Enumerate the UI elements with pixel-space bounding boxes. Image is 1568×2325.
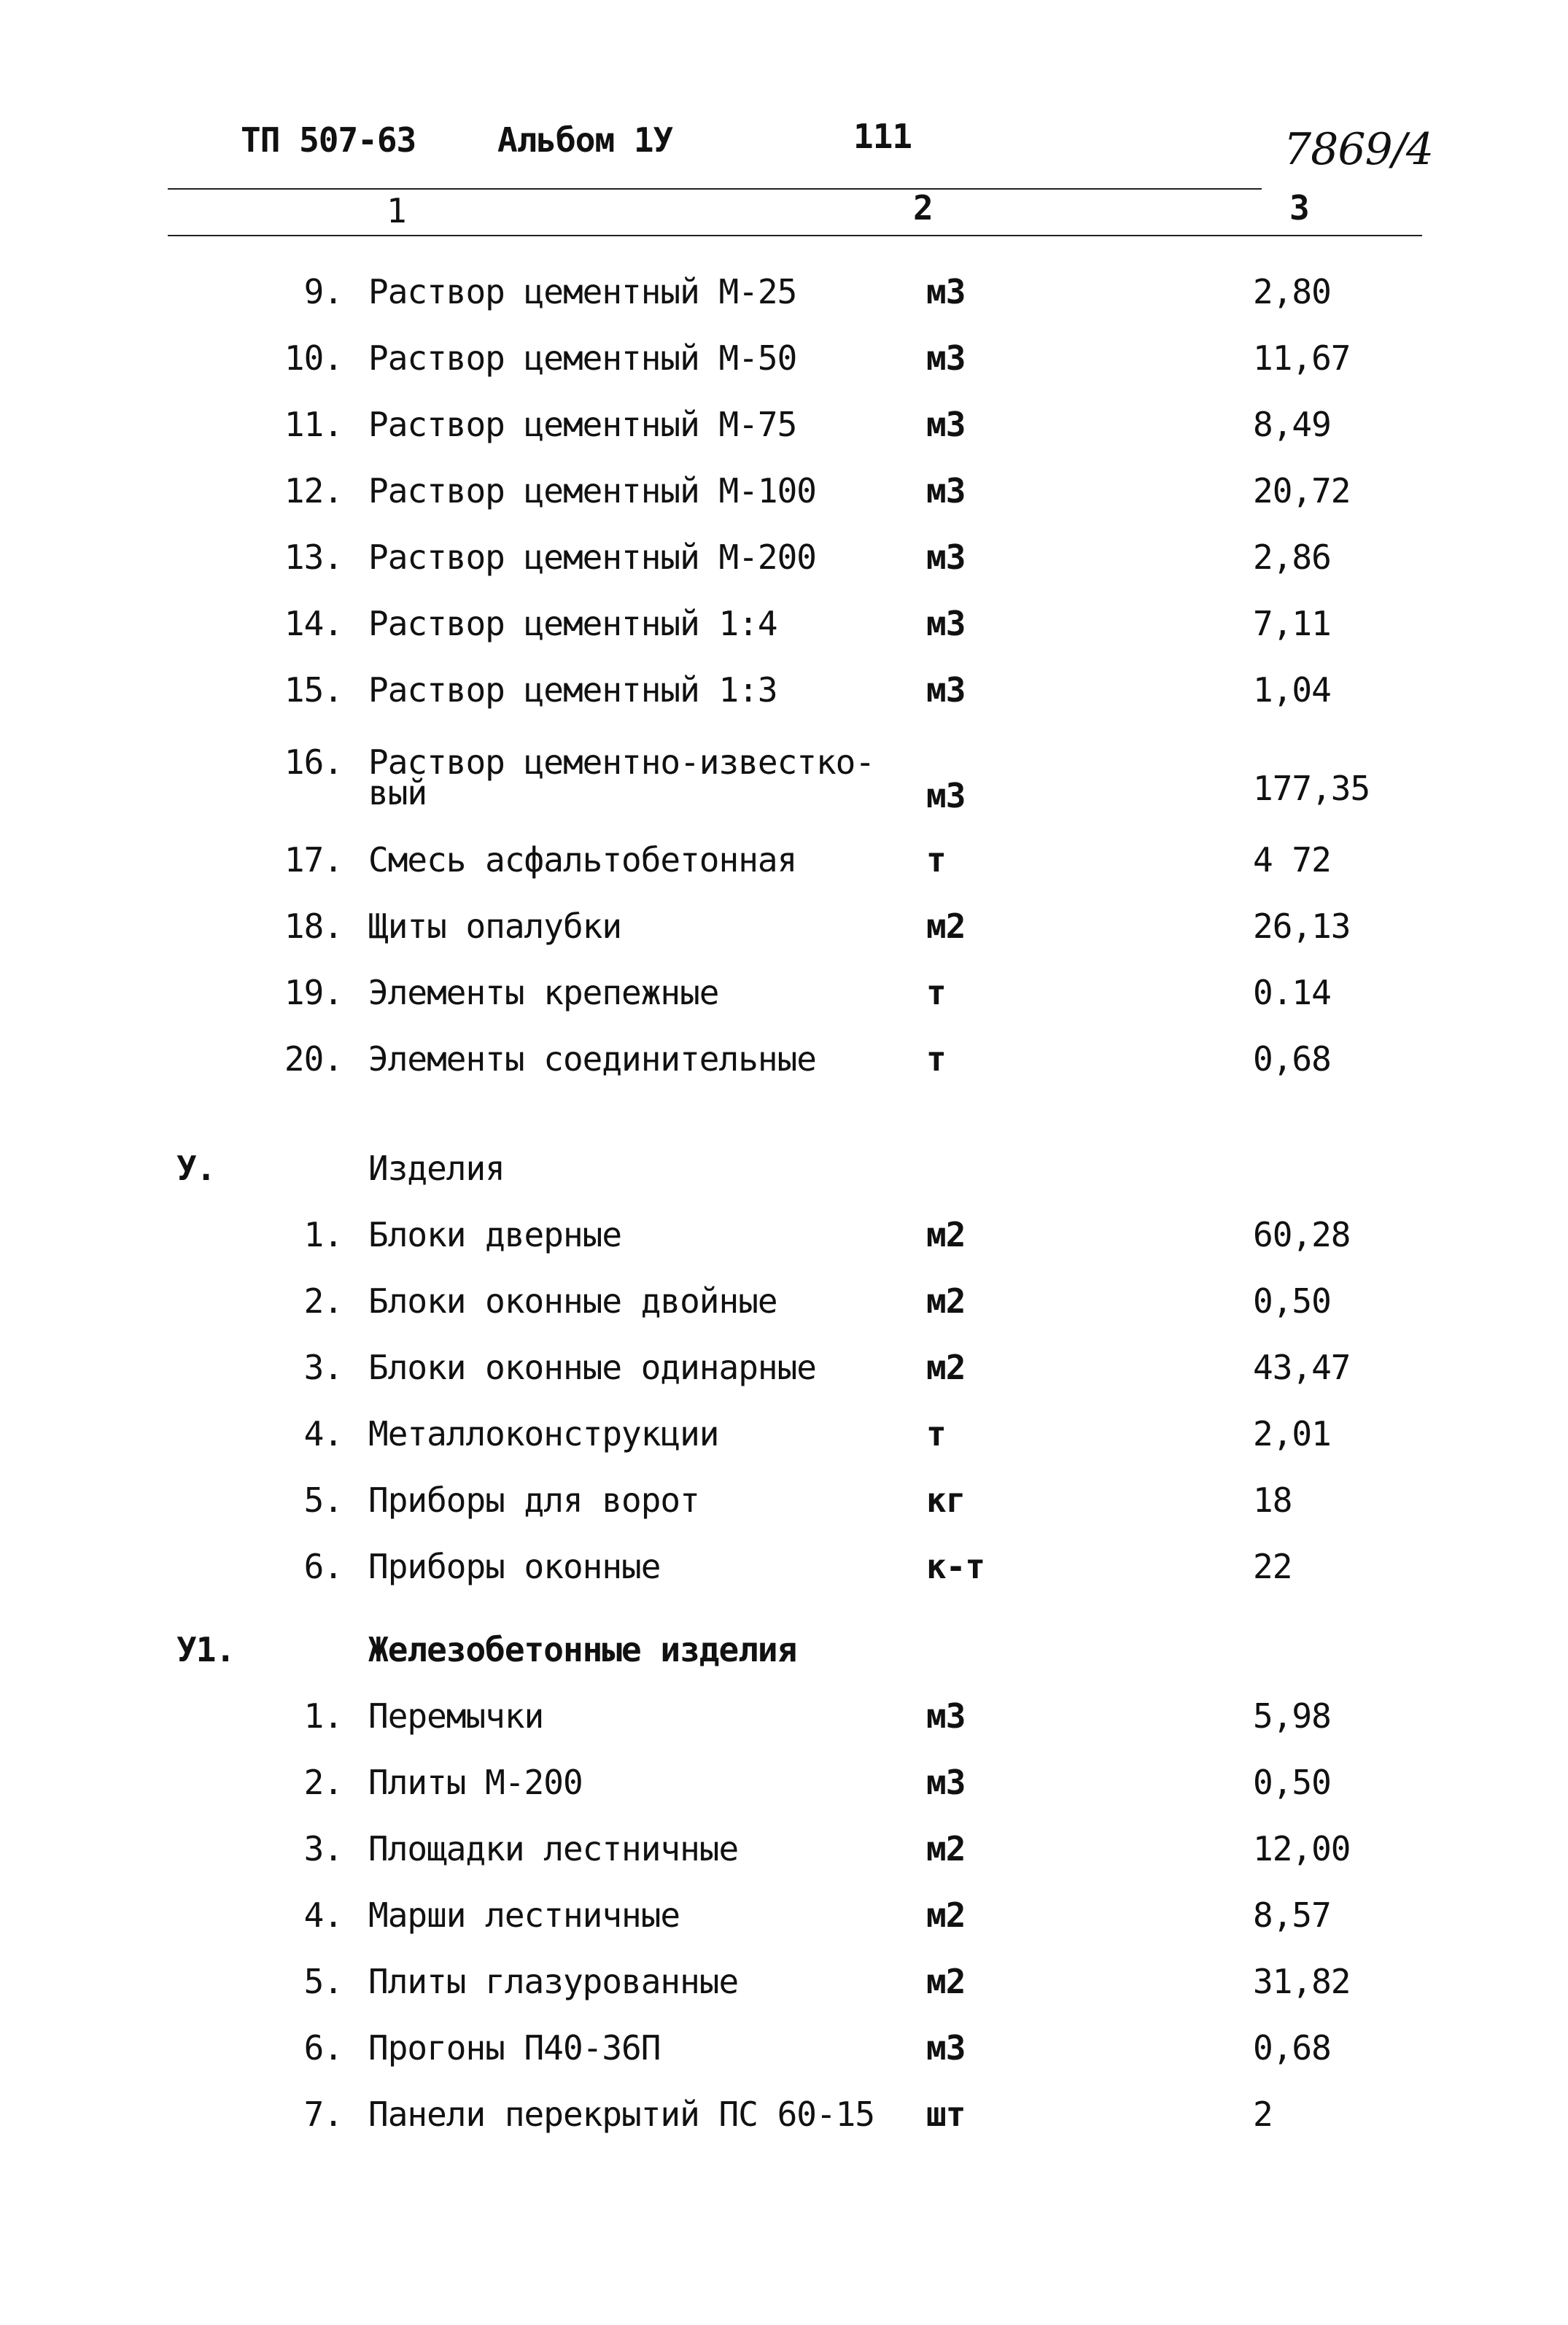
row-number: 20. [284,1039,343,1079]
header-bottom-rule [168,235,1422,236]
row-unit: кг [926,1480,966,1520]
row-number: 6. [303,1547,343,1586]
column-header-3: 3 [1289,188,1309,228]
row-unit: м2 [926,1962,966,2001]
row-unit: м3 [926,2028,966,2068]
table-row [0,1039,1568,1083]
row-value: 7,11 [1253,604,1331,643]
album-label: Альбом 1У [497,120,673,160]
row-name: Плиты глазурованные [368,1962,739,2001]
row-name: Плиты М-200 [368,1763,583,1802]
table-row [0,1696,1568,1740]
row-value: 8,49 [1253,405,1331,444]
row-number: 4. [303,1414,343,1453]
table-row [0,2095,1568,2138]
row-unit: м3 [926,405,966,444]
row-value: 2,80 [1253,272,1331,311]
row-unit: м2 [926,907,966,946]
row-unit: м2 [926,1895,966,1935]
row-name: Перемычки [368,1696,544,1736]
row-value: 12,00 [1253,1829,1351,1868]
row-number: 10. [284,338,343,378]
row-name: Раствор цементный М-200 [368,537,816,577]
row-name: Марши лестничные [368,1895,680,1935]
row-value: 5,98 [1253,1696,1331,1736]
row-value: 1,04 [1253,670,1331,710]
handwritten-doc-id: 7869/4 [1284,124,1434,175]
doc-code: ТП 507-63 [241,120,416,160]
row-value: 20,72 [1253,471,1351,511]
table-row [0,1281,1568,1325]
row-number: 15. [284,670,343,710]
row-number: 1. [303,1215,343,1254]
row-name: Раствор цементный М-100 [368,471,816,511]
table-row [0,2028,1568,2072]
row-name: Металлоконструкции [368,1414,719,1453]
row-value: 4 72 [1253,840,1331,880]
row-unit: шт [926,2095,966,2134]
table-row [0,840,1568,884]
table-row [0,1414,1568,1458]
section-header [0,1149,1568,1192]
table-row [0,604,1568,648]
row-unit: м3 [926,338,966,378]
row-unit: м3 [926,272,966,311]
table-row [0,1348,1568,1391]
row-name: Раствор цементный М-50 [368,338,797,378]
row-value: 8,57 [1253,1895,1331,1935]
table-row [0,1829,1568,1873]
row-number: 3. [303,1829,343,1868]
row-value: 43,47 [1253,1348,1351,1387]
table-row [0,742,1568,830]
row-value: 18 [1253,1480,1292,1520]
row-number: 16. [284,742,343,782]
row-number: 17. [284,840,343,880]
section-header [0,1630,1568,1674]
row-number: 2. [303,1763,343,1802]
row-value: 60,28 [1253,1215,1351,1254]
row-value: 0,68 [1253,2028,1331,2068]
row-number: 5. [303,1480,343,1520]
row-number: 14. [284,604,343,643]
row-value: 22 [1253,1547,1292,1586]
row-unit: м2 [926,1348,966,1387]
row-number: 7. [303,2095,343,2134]
row-value: 2,01 [1253,1414,1331,1453]
row-number: 12. [284,471,343,511]
row-value: 0,68 [1253,1039,1331,1079]
row-name: Приборы оконные [368,1547,661,1586]
row-unit: м3 [926,1696,966,1736]
row-value: 11,67 [1253,338,1351,378]
row-number: 11. [284,405,343,444]
table-row [0,537,1568,581]
row-name: Элементы крепежные [368,973,719,1012]
row-unit: м2 [926,1829,966,1868]
row-value: 0,50 [1253,1763,1331,1802]
row-name: Панели перекрытий ПС 60-15 [368,2095,875,2134]
table-row [0,338,1568,382]
table-row [0,1480,1568,1524]
row-unit: м3 [926,670,966,710]
table-row [0,1895,1568,1939]
row-value: 31,82 [1253,1962,1351,2001]
table-row [0,272,1568,316]
row-number: 4. [303,1895,343,1935]
row-value: 2 [1253,2095,1273,2134]
row-unit: м3 [926,1763,966,1802]
row-number: 18. [284,907,343,946]
row-unit: м3 [926,604,966,643]
row-number: 5. [303,1962,343,2001]
table-row [0,973,1568,1017]
row-number: 19. [284,973,343,1012]
row-name-line2: вый [368,773,427,812]
row-value: 2,86 [1253,537,1331,577]
column-header-2: 2 [913,188,933,228]
section-number: У. [176,1149,216,1188]
table-row [0,405,1568,449]
row-unit: м2 [926,1215,966,1254]
table-row [0,670,1568,714]
row-name: Блоки дверные [368,1215,622,1254]
row-name-line1: Раствор цементно-известко- [368,742,875,782]
row-value: 0,50 [1253,1281,1331,1321]
column-header-1: 1 [387,191,406,230]
row-number: 13. [284,537,343,577]
section-title: Изделия [368,1149,505,1188]
row-unit: м3 [926,537,966,577]
row-name: Площадки лестничные [368,1829,739,1868]
row-name: Смесь асфальтобетонная [368,840,797,880]
table-row [0,1763,1568,1806]
table-row [0,907,1568,950]
row-unit: м2 [926,1281,966,1321]
row-name: Блоки оконные двойные [368,1281,777,1321]
row-unit: м3 [926,471,966,511]
row-value: 177,35 [1253,769,1370,808]
row-number: 1. [303,1696,343,1736]
row-unit: м3 [926,776,966,815]
section-title: Железобетонные изделия [368,1630,797,1669]
row-number: 2. [303,1281,343,1321]
page-number: 111 [853,117,912,156]
section-number: У1. [176,1630,236,1669]
row-value: 26,13 [1253,907,1351,946]
row-number: 3. [303,1348,343,1387]
table-row [0,1215,1568,1259]
table-row [0,471,1568,515]
row-unit: к-т [926,1547,985,1586]
table-row [0,1962,1568,2006]
header-top-rule [168,188,1262,190]
row-unit: т [926,1039,946,1079]
row-name: Раствор цементный М-75 [368,405,797,444]
row-name: Прогоны П40-36П [368,2028,661,2068]
row-unit: т [926,1414,946,1453]
row-name: Элементы соединительные [368,1039,816,1079]
row-number: 9. [303,272,343,311]
row-name: Раствор цементный М-25 [368,272,797,311]
row-unit: т [926,840,946,880]
row-unit: т [926,973,946,1012]
row-name: Приборы для ворот [368,1480,699,1520]
row-name: Блоки оконные одинарные [368,1348,816,1387]
row-number: 6. [303,2028,343,2068]
row-name: Щиты опалубки [368,907,622,946]
table-row [0,1547,1568,1591]
row-value: 0.14 [1253,973,1331,1012]
row-name: Раствор цементный 1:3 [368,670,777,710]
row-name: Раствор цементный 1:4 [368,604,777,643]
